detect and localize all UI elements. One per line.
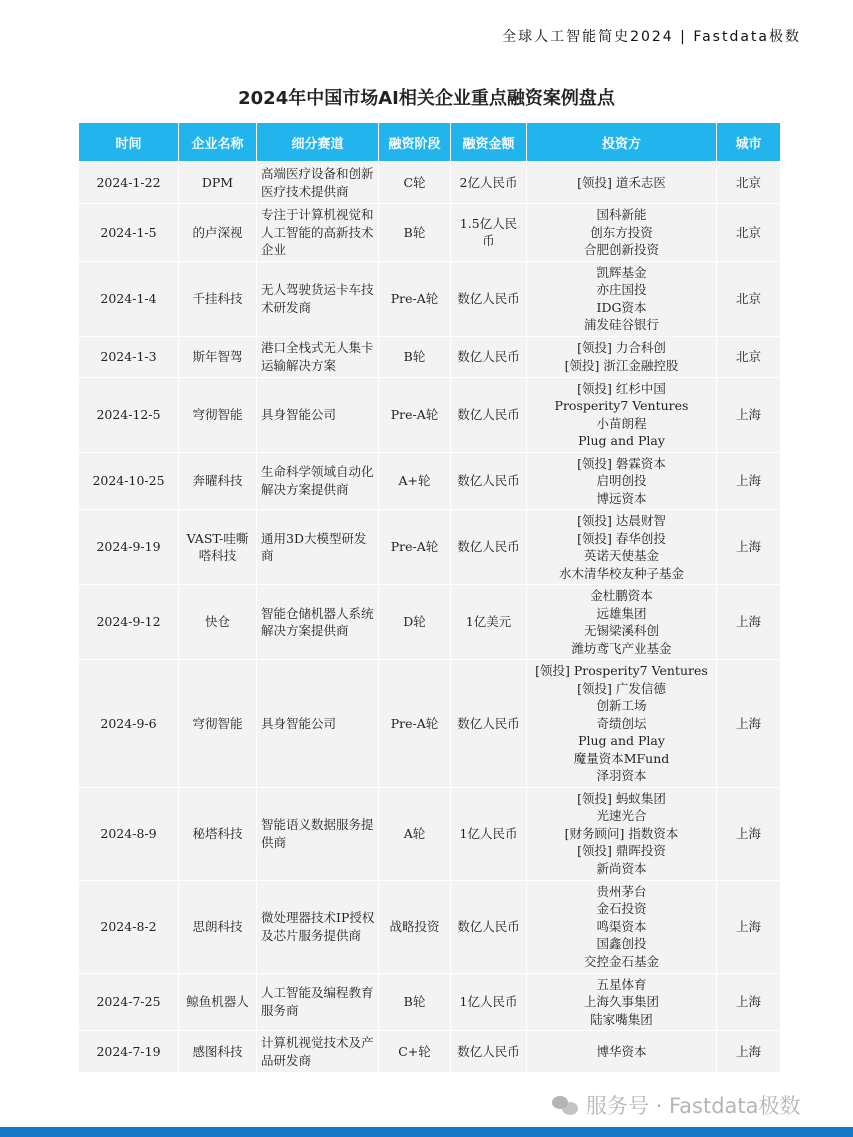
cell-city: 上海	[717, 452, 781, 510]
cell-company: VAST-哇嘶嗒科技	[179, 510, 257, 585]
cell-stage: B轮	[379, 336, 451, 377]
investor-item: [领投] 达晨财智	[577, 513, 666, 528]
investor-item: 奇绩创坛	[596, 715, 647, 731]
cell-investors	[527, 973, 717, 1031]
investor-item: 上海久事集团	[583, 994, 659, 1009]
investor-item: 博远资本	[596, 490, 647, 506]
investor-item: 金石投资	[596, 901, 647, 917]
cell-track: 人工智能及编程教育服务商	[257, 973, 379, 1031]
cell-stage: Pre-A轮	[379, 660, 451, 788]
cell-amount: 2亿人民币	[451, 162, 527, 204]
cell-amount: 数亿人民币	[451, 510, 527, 585]
investor-item: 潍坊鸢飞产业基金	[571, 640, 672, 656]
cell-track: 计算机视觉技术及产品研发商	[257, 1031, 379, 1073]
cell-city: 上海	[717, 585, 781, 660]
cell-stage: B轮	[379, 973, 451, 1031]
col-header-stage: 融资阶段	[379, 123, 451, 162]
cell-date: 2024-1-4	[79, 261, 179, 336]
cell-date: 2024-12-5	[79, 377, 179, 452]
cell-company: 感图科技	[179, 1031, 257, 1073]
cell-track: 专注于计算机视觉和人工智能的高新技术企业	[257, 204, 379, 262]
cell-stage: Pre-A轮	[379, 510, 451, 585]
investor-item: 小苗朗程	[596, 415, 647, 431]
cell-city: 北京	[717, 162, 781, 204]
cell-investors	[527, 261, 717, 336]
cell-stage: 战略投资	[379, 880, 451, 973]
investor-item: Plug and Play	[578, 433, 665, 448]
investor-item: 亦庄国投	[596, 282, 647, 297]
cell-investors	[527, 660, 717, 788]
cell-company: 的卢深视	[179, 204, 257, 262]
col-header-amount: 融资金额	[451, 123, 527, 162]
cell-city: 上海	[717, 377, 781, 452]
cell-city: 上海	[717, 973, 781, 1031]
cell-company: 穹彻智能	[179, 660, 257, 788]
col-header-date: 时间	[79, 123, 179, 162]
cell-company: 千挂科技	[179, 261, 257, 336]
cell-track: 具身智能公司	[257, 660, 379, 788]
cell-track: 微处理器技术IP授权及芯片服务提供商	[257, 880, 379, 973]
cell-track: 具身智能公司	[257, 377, 379, 452]
cell-investors	[527, 377, 717, 452]
cell-amount: 1亿人民币	[451, 973, 527, 1031]
cell-investors	[527, 452, 717, 510]
cell-date: 2024-1-22	[79, 162, 179, 204]
cell-stage: Pre-A轮	[379, 377, 451, 452]
table-header-row	[79, 123, 781, 162]
investor-item: 交控金石基金	[583, 953, 659, 969]
cell-date: 2024-9-12	[79, 585, 179, 660]
investor-item: 鸣渠资本	[596, 918, 647, 934]
watermark-text: 服务号 · Fastdata极数	[586, 1094, 801, 1118]
cell-investors	[527, 204, 717, 262]
table-body	[79, 162, 781, 1073]
investor-item: [领投] 红杉中国	[577, 380, 666, 396]
cell-track: 通用3D大模型研发商	[257, 510, 379, 585]
cell-stage: C+轮	[379, 1031, 451, 1073]
table-title: 2024年中国市场AI相关企业重点融资案例盘点	[238, 88, 615, 109]
investor-item: 国科新能	[596, 207, 647, 222]
cell-city: 北京	[717, 204, 781, 262]
cell-investors	[527, 1031, 717, 1073]
cell-amount: 数亿人民币	[451, 377, 527, 452]
table-row	[79, 1031, 781, 1073]
cell-city: 上海	[717, 510, 781, 585]
investor-item: IDG资本	[596, 299, 647, 315]
cell-date: 2024-9-6	[79, 660, 179, 788]
cell-city: 上海	[717, 1031, 781, 1073]
cell-amount: 数亿人民币	[451, 336, 527, 377]
cell-amount: 数亿人民币	[451, 660, 527, 788]
cell-amount: 数亿人民币	[451, 261, 527, 336]
cell-stage: C轮	[379, 162, 451, 204]
table-row	[79, 973, 781, 1031]
table-row	[79, 787, 781, 880]
table-row	[79, 660, 781, 788]
table-row	[79, 880, 781, 973]
cell-stage: B轮	[379, 204, 451, 262]
cell-city: 上海	[717, 787, 781, 880]
cell-amount: 1.5亿人民币	[451, 204, 527, 262]
cell-amount: 1亿美元	[451, 585, 527, 660]
investor-item: Prosperity7 Ventures	[554, 398, 689, 413]
table-row	[79, 204, 781, 262]
cell-track: 高端医疗设备和创新医疗技术提供商	[257, 162, 379, 204]
col-header-investors: 投资方	[527, 123, 717, 162]
investor-item: 凯辉基金	[596, 264, 647, 280]
cell-investors	[527, 787, 717, 880]
cell-amount: 数亿人民币	[451, 452, 527, 510]
cell-company: 斯年智驾	[179, 336, 257, 377]
table-row	[79, 162, 781, 204]
cell-stage: D轮	[379, 585, 451, 660]
investor-item: [领投] 蚂蚁集团	[577, 790, 666, 806]
investor-item: 浦发硅谷银行	[583, 317, 659, 332]
investor-item: 博华资本	[596, 1043, 647, 1059]
cell-stage: Pre-A轮	[379, 261, 451, 336]
cell-city: 北京	[717, 336, 781, 377]
cell-date: 2024-7-19	[79, 1031, 179, 1073]
investor-item: [领投] 磐霖资本	[577, 455, 666, 471]
investor-item: 远雄集团	[596, 605, 647, 621]
investor-item: 新尚资本	[596, 860, 647, 876]
investor-item: 英诺天使基金	[583, 548, 659, 563]
cell-amount: 数亿人民币	[451, 880, 527, 973]
wechat-icon	[552, 1094, 580, 1116]
cell-company: 秘塔科技	[179, 787, 257, 880]
table-row	[79, 377, 781, 452]
investor-item: [领投] Prosperity7 Ventures	[535, 663, 708, 678]
investor-item: 国鑫创投	[596, 936, 647, 952]
investor-item: 水木清华校友种子基金	[558, 565, 684, 581]
cell-company: 鲸鱼机器人	[179, 973, 257, 1031]
investor-item: 创新工场	[596, 698, 647, 713]
cell-company: 快仓	[179, 585, 257, 660]
investor-item: 陆家嘴集团	[590, 1011, 653, 1027]
col-header-company: 企业名称	[179, 123, 257, 162]
cell-track: 智能语义数据服务提供商	[257, 787, 379, 880]
cell-date: 2024-7-25	[79, 973, 179, 1031]
table-row	[79, 452, 781, 510]
cell-stage: A+轮	[379, 452, 451, 510]
cell-track: 生命科学领域自动化解决方案提供商	[257, 452, 379, 510]
cell-city: 北京	[717, 261, 781, 336]
investor-item: 贵州茅台	[596, 883, 647, 899]
cell-track: 无人驾驶货运卡车技术研发商	[257, 261, 379, 336]
table-row	[79, 336, 781, 377]
col-header-city: 城市	[717, 123, 781, 162]
cell-investors	[527, 880, 717, 973]
investor-item: [领投] 浙江金融控股	[564, 357, 679, 373]
investor-item: [领投] 广发信德	[577, 680, 666, 696]
report-header: 全球人工智能简史2024 | Fastdata极数	[502, 29, 801, 45]
cell-amount: 1亿人民币	[451, 787, 527, 880]
investor-item: [领投] 鼎晖投资	[577, 843, 666, 859]
investor-item: [财务顾问] 指数资本	[564, 825, 679, 841]
investor-item: 魔量资本MFund	[573, 750, 670, 766]
investor-item: 光速光合	[596, 808, 647, 824]
table-row	[79, 261, 781, 336]
cell-investors	[527, 336, 717, 377]
cell-date: 2024-1-5	[79, 204, 179, 262]
cell-investors	[527, 585, 717, 660]
col-header-track: 细分赛道	[257, 123, 379, 162]
cell-company: 思朗科技	[179, 880, 257, 973]
investor-item: 五星体育	[596, 976, 647, 992]
cell-date: 2024-1-3	[79, 336, 179, 377]
cell-investors	[527, 510, 717, 585]
table-row	[79, 510, 781, 585]
investor-item: 创东方投资	[590, 224, 653, 240]
cell-track: 港口全栈式无人集卡运输解决方案	[257, 336, 379, 377]
cell-date: 2024-8-2	[79, 880, 179, 973]
cell-city: 上海	[717, 880, 781, 973]
investor-item: 无锡梁溪科创	[583, 623, 659, 638]
table-row	[79, 585, 781, 660]
cell-stage: A轮	[379, 787, 451, 880]
cell-company: 穹彻智能	[179, 377, 257, 452]
cell-city: 上海	[717, 660, 781, 788]
cell-amount: 数亿人民币	[451, 1031, 527, 1073]
investor-item: 金杜鹏资本	[590, 588, 653, 603]
watermark	[552, 1090, 801, 1120]
cell-track: 智能仓储机器人系统解决方案提供商	[257, 585, 379, 660]
cell-date: 2024-10-25	[79, 452, 179, 510]
investor-item: 启明创投	[596, 473, 647, 488]
financing-table	[78, 122, 781, 1073]
investor-item: 泽羽资本	[596, 768, 647, 783]
cell-investors	[527, 162, 717, 204]
cell-date: 2024-8-9	[79, 787, 179, 880]
investor-item: [领投] 力合科创	[577, 340, 666, 355]
investor-item: [领投] 道禾志医	[577, 174, 666, 190]
cell-company: 奔曜科技	[179, 452, 257, 510]
cell-date: 2024-9-19	[79, 510, 179, 585]
investor-item: 合肥创新投资	[583, 242, 659, 257]
bottom-bar	[0, 1127, 853, 1137]
investor-item: [领投] 春华创投	[577, 530, 666, 546]
cell-company: DPM	[179, 162, 257, 204]
investor-item: Plug and Play	[578, 733, 665, 748]
